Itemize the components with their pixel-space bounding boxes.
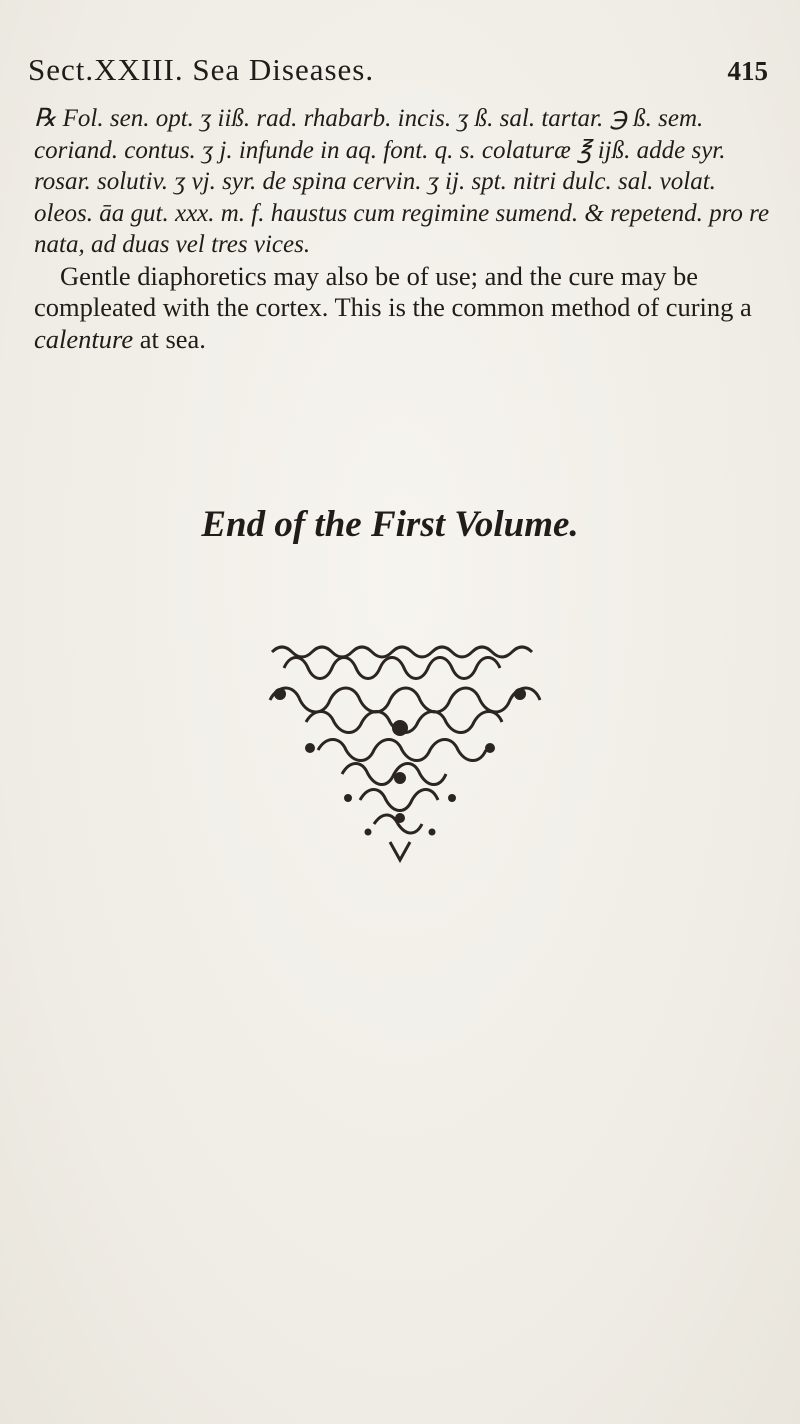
prose-end-text: at sea. bbox=[133, 323, 206, 354]
printers-ornament-icon bbox=[250, 638, 550, 868]
running-head: Sect.XXIII. Sea Diseases. bbox=[28, 52, 375, 87]
recipe-paragraph: ℞ Fol. sen. opt. ʒ iiß. rad. rhabarb. incis. ʒ ß. sal. tartar. ℈ ß. sem. coriand. contus. ʒ j. infunde in aq. font. q. s. colaturæ ℥ ijß. adde syr. rosar. solutiv. ʒ vj. syr. de spina cervin. ʒ ij. spt. nitri dulc. sal. volat. oleos. āa gut. xxx. m. f. haustus cum regimine sumend. & repetend. pro re nata, ad duas vel tres vices. bbox=[34, 105, 770, 258]
page-number: 415 bbox=[727, 56, 768, 86]
body-text bbox=[34, 103, 776, 355]
prose-main-text: Gentle diaphoretics may also be of use; and the cure may be compleated with the cortex. This is the common method of curing a bbox=[34, 260, 752, 322]
prose-italic-term: calenture bbox=[34, 323, 134, 354]
prose-paragraph bbox=[34, 261, 776, 356]
end-of-volume-note: End of the First Volume. bbox=[201, 504, 579, 545]
page-header bbox=[28, 52, 768, 96]
